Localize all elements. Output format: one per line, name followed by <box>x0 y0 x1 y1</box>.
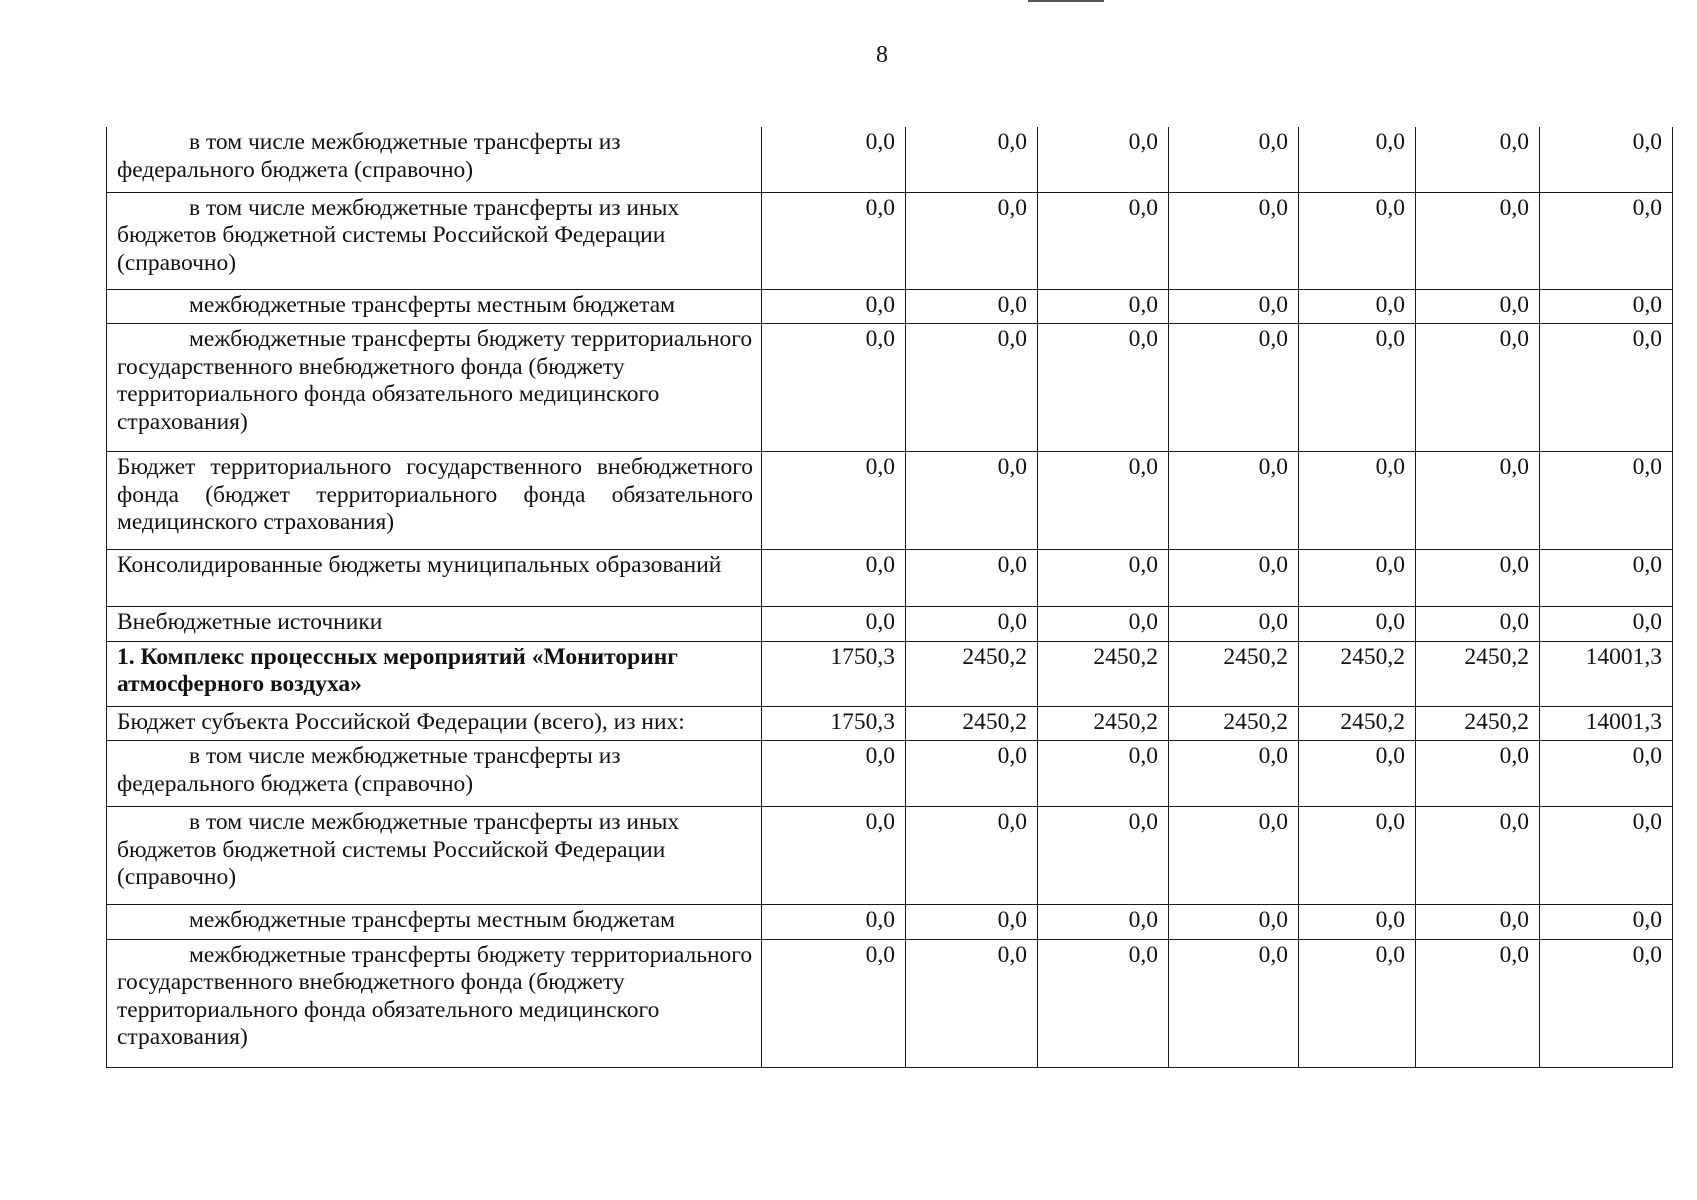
value-cell-col-2: 0,0 <box>906 550 1038 607</box>
value-cell-col-4: 2450,2 <box>1169 706 1299 741</box>
value-cell-col-6: 0,0 <box>1416 905 1540 940</box>
value-cell-col-2: 2450,2 <box>906 641 1038 706</box>
value-cell-col-5: 0,0 <box>1299 939 1416 1067</box>
value-cell-col-7: 14001,3 <box>1540 706 1673 741</box>
value-cell-col-1: 0,0 <box>762 741 906 807</box>
value-cell-col-7: 0,0 <box>1540 607 1673 642</box>
row-label: Бюджет субъекта Российской Федерации (всего), из них: <box>117 708 685 735</box>
value-cell-col-2: 0,0 <box>906 807 1038 905</box>
value-cell-col-3: 0,0 <box>1038 905 1169 940</box>
value-cell-col-6: 2450,2 <box>1416 706 1540 741</box>
value-cell-col-7: 0,0 <box>1540 550 1673 607</box>
page-number: 8 <box>876 42 888 68</box>
value-cell-col-4: 0,0 <box>1169 607 1299 642</box>
value-cell-col-3: 0,0 <box>1038 289 1169 324</box>
table-row <box>107 324 1673 452</box>
value-cell-col-1: 0,0 <box>762 289 906 324</box>
row-label: 1. Комплекс процессных мероприятий «Мониторинг атмосферного воздуха» <box>117 643 678 697</box>
table-row <box>107 741 1673 807</box>
value-cell-col-1: 0,0 <box>762 550 906 607</box>
value-cell-col-5: 0,0 <box>1299 127 1416 192</box>
value-cell-col-5: 0,0 <box>1299 452 1416 550</box>
table-row <box>107 607 1673 642</box>
value-cell-col-3: 0,0 <box>1038 550 1169 607</box>
value-cell-col-3: 0,0 <box>1038 807 1169 905</box>
row-label: в том числе межбюджетные трансферты из федерального бюджета (справочно) <box>117 743 621 797</box>
value-cell-col-4: 0,0 <box>1169 289 1299 324</box>
value-cell-col-2: 0,0 <box>906 452 1038 550</box>
value-cell-col-3: 2450,2 <box>1038 706 1169 741</box>
value-cell-col-7: 0,0 <box>1540 127 1673 192</box>
value-cell-col-6: 0,0 <box>1416 741 1540 807</box>
value-cell-col-2: 0,0 <box>906 324 1038 452</box>
row-label-cell <box>107 324 762 452</box>
row-label-cell <box>107 127 762 192</box>
value-cell-col-4: 0,0 <box>1169 550 1299 607</box>
value-cell-col-7: 0,0 <box>1540 289 1673 324</box>
row-label-cell <box>107 905 762 940</box>
value-cell-col-3: 0,0 <box>1038 127 1169 192</box>
table-row <box>107 192 1673 289</box>
value-cell-col-6: 0,0 <box>1416 452 1540 550</box>
value-cell-col-1: 0,0 <box>762 607 906 642</box>
budget-table <box>106 127 1673 1068</box>
value-cell-col-1: 0,0 <box>762 939 906 1067</box>
value-cell-col-2: 0,0 <box>906 607 1038 642</box>
row-label-cell <box>107 452 762 550</box>
value-cell-col-4: 2450,2 <box>1169 641 1299 706</box>
value-cell-col-5: 0,0 <box>1299 550 1416 607</box>
value-cell-col-2: 0,0 <box>906 127 1038 192</box>
table-row <box>107 706 1673 741</box>
value-cell-col-6: 0,0 <box>1416 289 1540 324</box>
value-cell-col-7: 0,0 <box>1540 807 1673 905</box>
row-label-cell <box>107 289 762 324</box>
value-cell-col-4: 0,0 <box>1169 807 1299 905</box>
budget-table-body <box>107 127 1673 1067</box>
value-cell-col-7: 0,0 <box>1540 905 1673 940</box>
row-label: Внебюджетные источники <box>117 609 383 635</box>
row-label: межбюджетные трансферты местным бюджетам <box>189 907 676 933</box>
value-cell-col-7: 0,0 <box>1540 939 1673 1067</box>
row-label-cell <box>107 607 762 642</box>
value-cell-col-6: 0,0 <box>1416 807 1540 905</box>
value-cell-col-1: 0,0 <box>762 324 906 452</box>
row-label: в том числе межбюджетные трансферты из иных бюджетов бюджетной системы Российской Федерации (справочно) <box>117 194 680 276</box>
row-label-cell <box>107 192 762 289</box>
row-label: Бюджет территориального государственного внебюджетного фонда (бюджет территориального фонда обязательного медицинского страхования) <box>117 454 753 535</box>
value-cell-col-5: 0,0 <box>1299 807 1416 905</box>
value-cell-col-6: 0,0 <box>1416 939 1540 1067</box>
value-cell-col-1: 0,0 <box>762 905 906 940</box>
value-cell-col-1: 1750,3 <box>762 641 906 706</box>
value-cell-col-5: 0,0 <box>1299 607 1416 642</box>
row-label-cell <box>107 741 762 807</box>
value-cell-col-3: 0,0 <box>1038 324 1169 452</box>
value-cell-col-5: 2450,2 <box>1299 641 1416 706</box>
row-label: межбюджетные трансферты местным бюджетам <box>189 291 676 318</box>
value-cell-col-2: 0,0 <box>906 289 1038 324</box>
value-cell-col-6: 0,0 <box>1416 192 1540 289</box>
row-label: в том числе межбюджетные трансферты из федерального бюджета (справочно) <box>117 129 621 183</box>
value-cell-col-1: 0,0 <box>762 127 906 192</box>
value-cell-col-5: 0,0 <box>1299 905 1416 940</box>
row-label-cell <box>107 939 762 1067</box>
row-label-cell <box>107 550 762 607</box>
value-cell-col-6: 0,0 <box>1416 550 1540 607</box>
row-label-cell <box>107 706 762 741</box>
table-row <box>107 452 1673 550</box>
value-cell-col-5: 0,0 <box>1299 289 1416 324</box>
value-cell-col-3: 0,0 <box>1038 192 1169 289</box>
value-cell-col-6: 0,0 <box>1416 324 1540 452</box>
value-cell-col-4: 0,0 <box>1169 324 1299 452</box>
value-cell-col-3: 0,0 <box>1038 452 1169 550</box>
value-cell-col-6: 0,0 <box>1416 607 1540 642</box>
value-cell-col-3: 0,0 <box>1038 607 1169 642</box>
table-row <box>107 127 1673 192</box>
row-label: Консолидированные бюджеты муниципальных образований <box>117 552 722 578</box>
value-cell-col-7: 14001,3 <box>1540 641 1673 706</box>
table-row <box>107 289 1673 324</box>
row-label: в том числе межбюджетные трансферты из иных бюджетов бюджетной системы Российской Федерации (справочно) <box>117 809 680 890</box>
value-cell-col-1: 0,0 <box>762 192 906 289</box>
row-label-cell <box>107 807 762 905</box>
row-label: межбюджетные трансферты бюджету территориального государственного внебюджетного фонда (бюджету территориального фонда обязательного медицинского страхования) <box>117 941 753 1050</box>
value-cell-col-4: 0,0 <box>1169 905 1299 940</box>
value-cell-col-2: 0,0 <box>906 741 1038 807</box>
table-row <box>107 807 1673 905</box>
value-cell-col-7: 0,0 <box>1540 452 1673 550</box>
value-cell-col-4: 0,0 <box>1169 192 1299 289</box>
table-row <box>107 641 1673 706</box>
value-cell-col-7: 0,0 <box>1540 324 1673 452</box>
value-cell-col-3: 0,0 <box>1038 939 1169 1067</box>
value-cell-col-7: 0,0 <box>1540 192 1673 289</box>
value-cell-col-5: 0,0 <box>1299 741 1416 807</box>
value-cell-col-2: 2450,2 <box>906 706 1038 741</box>
value-cell-col-4: 0,0 <box>1169 939 1299 1067</box>
value-cell-col-4: 0,0 <box>1169 741 1299 807</box>
row-label: межбюджетные трансферты бюджету территориального государственного внебюджетного фонда (бюджету территориального фонда обязательного медицинского страхования) <box>117 326 753 435</box>
value-cell-col-1: 0,0 <box>762 452 906 550</box>
value-cell-col-3: 2450,2 <box>1038 641 1169 706</box>
value-cell-col-2: 0,0 <box>906 905 1038 940</box>
value-cell-col-2: 0,0 <box>906 939 1038 1067</box>
value-cell-col-6: 2450,2 <box>1416 641 1540 706</box>
row-label-cell <box>107 641 762 706</box>
value-cell-col-5: 0,0 <box>1299 324 1416 452</box>
top-rule-line <box>1028 0 1104 2</box>
value-cell-col-4: 0,0 <box>1169 452 1299 550</box>
table-row <box>107 550 1673 607</box>
value-cell-col-5: 2450,2 <box>1299 706 1416 741</box>
value-cell-col-5: 0,0 <box>1299 192 1416 289</box>
value-cell-col-1: 0,0 <box>762 807 906 905</box>
value-cell-col-6: 0,0 <box>1416 127 1540 192</box>
value-cell-col-2: 0,0 <box>906 192 1038 289</box>
value-cell-col-7: 0,0 <box>1540 741 1673 807</box>
value-cell-col-3: 0,0 <box>1038 741 1169 807</box>
table-row <box>107 939 1673 1067</box>
table-row <box>107 905 1673 940</box>
value-cell-col-4: 0,0 <box>1169 127 1299 192</box>
value-cell-col-1: 1750,3 <box>762 706 906 741</box>
